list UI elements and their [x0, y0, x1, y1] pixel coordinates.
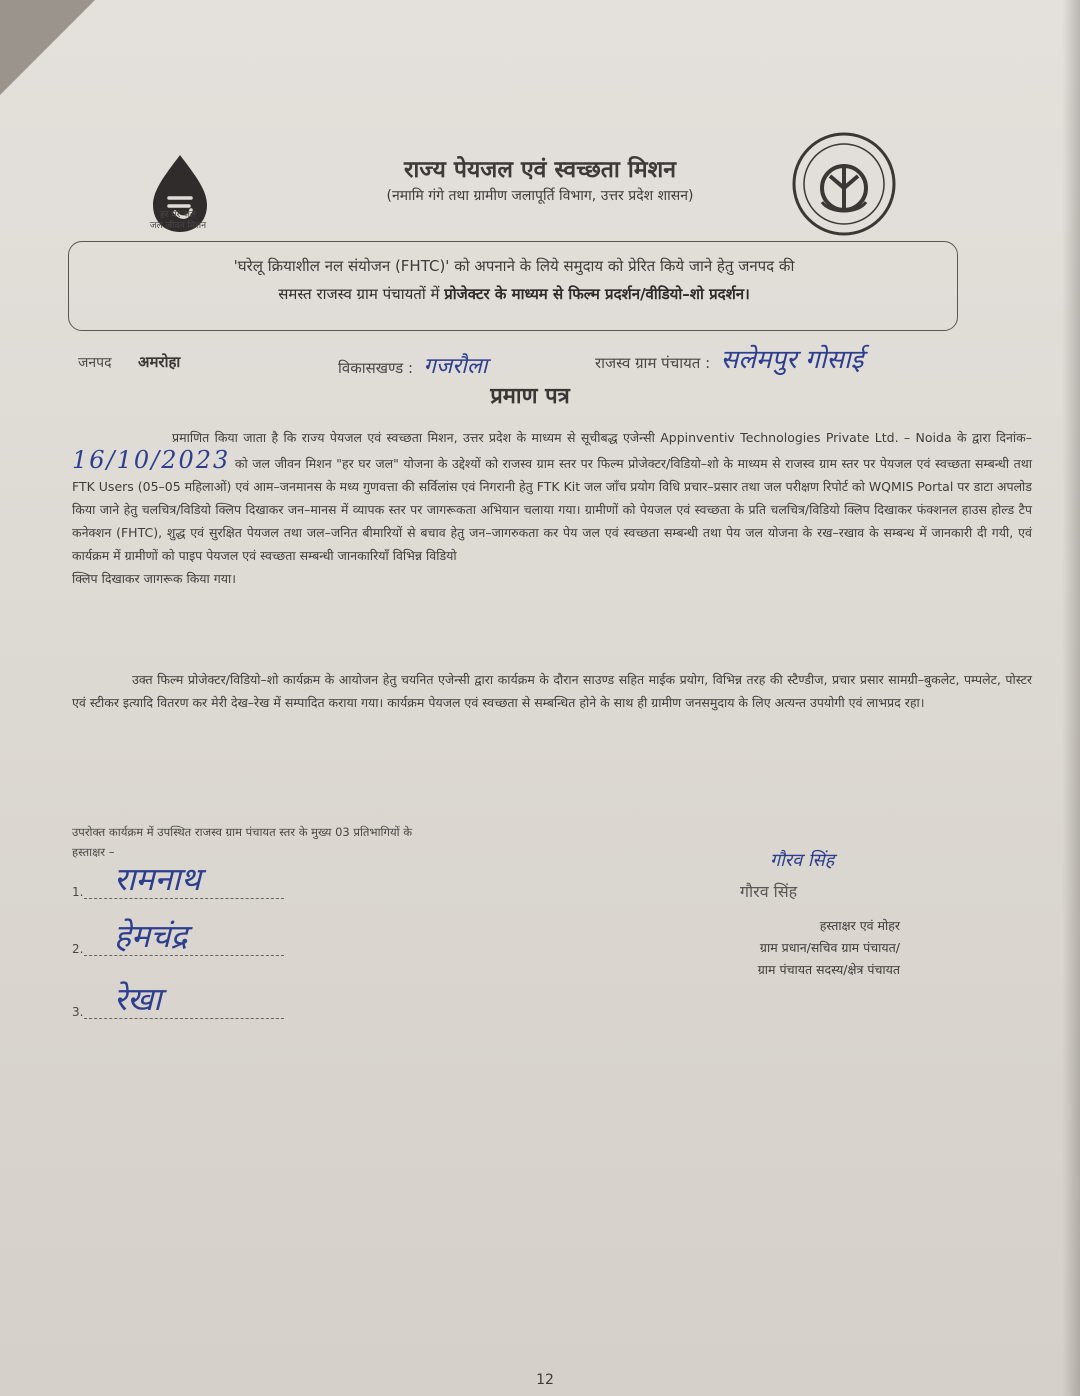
page-number: 12: [536, 1372, 554, 1388]
signature-line: [84, 917, 284, 956]
pradhan-signature: गौरव सिंह: [770, 850, 835, 871]
para1-text-1: प्रमाणित किया जाता है कि राज्य पेयजल एवं स्वच्छता मिशन, उत्तर प्रदेश के माध्यम से सूचीबद्ध एजेन्सी Appinventiv Technologies Private Ltd. – Noida के द्वारा दिनांक–: [172, 430, 1032, 445]
folded-corner: [0, 0, 95, 95]
pradhan-designation-block: [640, 915, 900, 981]
para1-text-3: क्लिप दिखाकर जागरूक किया गया।: [72, 571, 237, 586]
page-shadow: [1062, 0, 1080, 1396]
participant-name: रामनाथ: [114, 860, 202, 898]
pradhan-name-stamp: गौरव सिंह: [740, 882, 798, 901]
block-label: विकासखण्ड :: [338, 359, 414, 377]
district-field: [78, 352, 180, 372]
certificate-paragraph-2: [72, 668, 1032, 714]
participant-number: 1.: [72, 885, 84, 899]
logo-caption-line1: हर घर जल: [160, 210, 196, 220]
role-line-2: ग्राम पंचायत सदस्य/क्षेत्र पंचायत: [757, 962, 900, 977]
banner-line-1: 'घरेलू क्रियाशील नल संयोजन (FHTC)' को अपनाने के लिये समुदाय को प्रेरित किये जाने हेतु जनपद की: [233, 257, 795, 275]
role-line-1: ग्राम प्रधान/सचिव ग्राम पंचायत/: [759, 940, 900, 955]
block-field: [338, 350, 488, 380]
participant-name: हेमचंद्र: [114, 917, 188, 955]
block-value: गजरौला: [423, 354, 488, 379]
panchayat-field: [595, 340, 864, 376]
signature-intro: [72, 822, 612, 862]
banner-line-2-prefix: समस्त राजस्व ग्राम पंचायतों में: [278, 285, 445, 303]
signature-line: [84, 860, 284, 899]
participant-name: रेखा: [114, 980, 162, 1018]
district-value: अमरोहा: [138, 353, 181, 371]
certificate-paragraph-1: [72, 426, 1032, 590]
organization-title: राज्य पेयजल एवं स्वच्छता मिशन: [404, 157, 676, 183]
para2-text: उक्त फिल्म प्रोजेक्टर/विडियो–शो कार्यक्रम के आयोजन हेतु चयनित एजेन्सी द्वारा कार्यक्रम के दौरान साउण्ड सहित माईक प्रयोग, विभिन्न तरह की स्टैण्डीज, प्रचार प्रसार सामग्री–बुकलेट, पम्पलेट, पोस्टर एवं स्टीकर इत्यादि वितरण कर मेरी देख–रेख में सम्पादित कराया गया। कार्यक्रम पेयजल एवं स्वच्छता से सम्बन्धित होने के साथ ही ग्रामीण जनसमुदाय के लिए अत्यन्त उपयोगी एवं लाभप्रद रहा।: [72, 672, 1032, 710]
signature-intro-line2: हस्ताक्षर –: [72, 845, 115, 859]
district-label: जनपद: [78, 355, 112, 371]
banner-line-2: [89, 284, 939, 304]
signature-intro-line1: उपरोक्त कार्यक्रम में उपस्थित राजस्व ग्राम पंचायत स्तर के मुख्य 03 प्रतिभागियों के: [72, 825, 413, 839]
certificate-title: प्रमाण पत्र: [490, 384, 570, 409]
participant-signature-1: [72, 860, 284, 899]
para1-text-2: को जल जीवन मिशन "हर घर जल" योजना के उद्देश्यों को राजस्व ग्राम स्तर पर फिल्म प्रोजेक्टर/विडियो–शो के माध्यम से राजस्व ग्राम स्तर पर पेयजल एवं स्वच्छता सम्बन्धी तथा FTK Users (05–05 महिलाओं) एवं आम–जनमानस के मध्य गुणवत्ता की सर्विलांस एवं निगरानी हेतु FTK Kit जल जाँच प्रयोग विधि प्रचार–प्रसार तथा जल परीक्षण रिपोर्ट को WQMIS Portal पर डाटा अपलोड किया जाने हेतु चलचित्र/विडियो क्लिप दिखाकर जन–मानस में व्यापक स्तर पर जागरूकता अभियान चलाया गया। ग्रामीणों को पेयजल एवं स्वच्छता के प्रति चलचित्र/विडियो क्लिप दिखाकर फंक्शनल हाउस होल्ड टैप कनेक्शन (FHTC), शुद्ध एवं सुरक्षित पेयजल तथा जल–जनित बीमारियों से बचाव हेतु जन–जागरुकता कर पेय जल एवं स्वच्छता सम्बन्धी तथा पेय जल योजना के रख–रखाव के सम्बन्ध में जानकारी दी गयी, एवं कार्यक्रम में ग्रामीणों को पाइप पेयजल एवं स्वच्छता सम्बन्धी जानकारियाँ विभिन्न विडियो: [72, 456, 1032, 563]
up-government-seal-icon: [790, 130, 898, 238]
logo-caption: [128, 210, 228, 232]
organization-subtitle: (नमामि गंगे तथा ग्रामीण जलापूर्ति विभाग, उत्तर प्रदेश शासन): [386, 188, 694, 204]
participant-number: 2.: [72, 942, 84, 956]
event-date: 16/10/2023: [72, 446, 231, 474]
program-banner: [68, 241, 958, 331]
participant-signature-3: [72, 980, 284, 1019]
logo-caption-line2: जल जीवन मिशन: [149, 221, 207, 231]
participant-number: 3.: [72, 1005, 84, 1019]
panchayat-value: सलेमपुर गोसाई: [720, 345, 864, 375]
panchayat-label: राजस्व ग्राम पंचायत :: [595, 354, 711, 372]
participant-signature-2: [72, 917, 284, 956]
banner-line-2-bold: प्रोजेक्टर के माध्यम से फिल्म प्रदर्शन/वीडियो–शो प्रदर्शन।: [444, 285, 750, 303]
signature-line: [84, 980, 284, 1019]
sign-and-seal-label: हस्ताक्षर एवं मोहर: [819, 918, 900, 933]
